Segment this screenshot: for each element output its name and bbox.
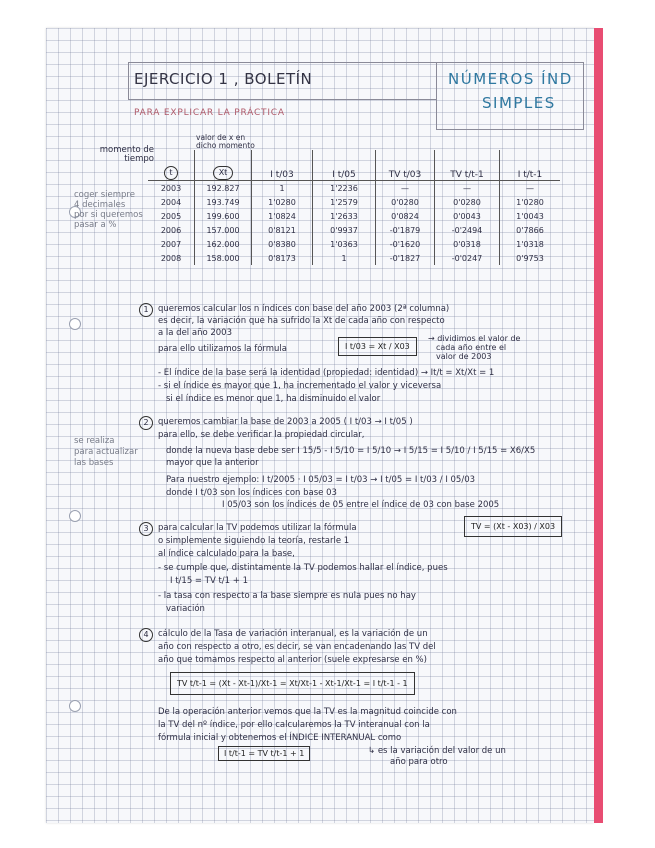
section3-line: o simplemente siguiendo la teoría, restarle 1 xyxy=(158,536,350,546)
table-row: 2003 192.827 1 1'2236 — — — xyxy=(148,181,560,196)
formula-indice-interanual: I t/t-1 = TV t/t-1 + 1 xyxy=(218,746,310,761)
formula-note: → dividimos el valor de cada año entre el valor de 2003 xyxy=(428,334,521,361)
col-header: TV t/t-1 xyxy=(435,150,500,181)
section2-line: para ello, se debe verificar la propiedad circular, xyxy=(158,430,365,440)
punch-hole xyxy=(69,510,81,522)
subtitle: PARA EXPLICAR LA PRÁCTICA xyxy=(134,108,285,118)
section2-line: mayor que la anterior xyxy=(166,458,259,468)
table-row: 2005 199.600 1'0824 1'2633 0'0824 0'0043 1'0043 xyxy=(148,209,560,223)
section3-line: - se cumple que, distintamente la TV podemos hallar el índice, pues xyxy=(158,563,448,573)
section1-bullet: - si el índice es mayor que 1, ha incrementado el valor y viceversa xyxy=(158,381,442,391)
col-header: TV t/03 xyxy=(376,150,435,181)
final-note: ↳ es la variación del valor de un año para otro xyxy=(368,746,506,767)
section2-line: donde la nueva base debe ser I 15/5 - I 5/10 = I 5/10 → I 5/15 = I 5/10 / I 5/15 = X6/X5 xyxy=(166,446,536,456)
section1-line: es decir, la variación que ha sufrido la Xt de cada año con respecto xyxy=(158,316,445,326)
formula-tv-interanual: TV t/t-1 = (Xt - Xt-1)/Xt-1 = Xt/Xt-1 - Xt-1/Xt-1 = I t/t-1 - 1 xyxy=(170,672,415,695)
section1-bullet: si el índice es menor que 1, ha disminuido el valor xyxy=(166,394,381,404)
section3-line: I t/15 = TV t/1 + 1 xyxy=(170,576,248,586)
section3-line: variación xyxy=(166,604,205,614)
section2-line: donde I t/03 son los índices con base 03 xyxy=(166,488,337,498)
col-header: I t/03 xyxy=(252,150,313,181)
section3-line: - la tasa con respecto a la base siempre es nula pues no hay xyxy=(158,591,416,601)
section-number-4: 4 xyxy=(139,628,153,642)
section1-bullet: - El índice de la base será la identidad (propiedad: identidad) → It/t = Xt/Xt = 1 xyxy=(158,368,495,378)
section3-line: para calcular la TV podemos utilizar la fórmula xyxy=(158,523,357,533)
col-header: I t/t-1 xyxy=(500,150,561,181)
section4-line: la TV del nº índice, por ello calcularemos la TV interanual con la xyxy=(158,720,430,730)
table-row: 2004 193.749 1'0280 1'2579 0'0280 0'0280 1'0280 xyxy=(148,195,560,209)
col-header: I t/05 xyxy=(313,150,376,181)
subject-line-2: SIMPLES xyxy=(482,94,556,112)
section-number-1: 1 xyxy=(139,303,153,317)
section-number-2: 2 xyxy=(139,416,153,430)
section1-line: queremos calcular los n índices con base del año 2003 (2ª columna) xyxy=(158,304,450,314)
section2-line: queremos cambiar la base de 2003 a 2005 ( I t/03 → I t/05 ) xyxy=(158,417,413,427)
data-table xyxy=(148,150,560,265)
row-label: momento de tiempo xyxy=(99,145,154,164)
formula-tv: TV = (Xt - X03) / X03 xyxy=(464,516,562,537)
page-edge-strip xyxy=(594,28,603,823)
section3-line: al índice calculado para la base, xyxy=(158,549,295,559)
section1-line: para ello utilizamos la fórmula xyxy=(158,344,287,354)
side-note-bases: se realiza para actualizar las bases xyxy=(74,436,138,468)
side-note-decimals: coger siempre 4 decimales por si queremos pasar a % xyxy=(74,190,143,230)
section4-line: fórmula inicial y obtenemos el ÍNDICE INTERANUAL como xyxy=(158,733,402,743)
subject-line-1: NÚMEROS ÍND xyxy=(448,70,573,88)
section4-line: año que tomamos respecto al anterior (suele expresarse en %) xyxy=(158,655,427,665)
section4-line: De la operación anterior vemos que la TV es la magnitud coincide con xyxy=(158,707,457,717)
section2-line: Para nuestro ejemplo: I t/2005 · I 05/03 = I t/03 → I t/05 = I t/03 / I 05/03 xyxy=(166,475,476,485)
page-title: EJERCICIO 1 , BOLETÍN xyxy=(134,70,313,88)
column-note: valor de x en dicho momento xyxy=(196,133,255,150)
section2-line: I 05/03 son los índices de 05 entre el índice de 03 con base 2005 xyxy=(222,500,500,510)
table-row: 2008 158.000 0'8173 1 -0'1827 -0'0247 0'9753 xyxy=(148,251,560,265)
col-header: t xyxy=(148,150,195,181)
formula-index-base: I t/03 = Xt / X03 xyxy=(338,337,417,356)
punch-hole xyxy=(69,700,81,712)
section-number-3: 3 xyxy=(139,522,153,536)
col-header: Xt xyxy=(195,150,252,181)
table-row: 2007 162.000 0'8380 1'0363 -0'1620 0'0318 1'0318 xyxy=(148,237,560,251)
section4-line: cálculo de la Tasa de variación interanual, es la variación de un xyxy=(158,629,428,639)
section1-line: a la del año 2003 xyxy=(158,328,233,338)
table-row: 2006 157.000 0'8121 0'9937 -0'1879 -0'2494 0'7866 xyxy=(148,223,560,237)
section4-line: año con respecto a otro, es decir, se van encadenando las TV del xyxy=(158,642,436,652)
punch-hole xyxy=(69,318,81,330)
